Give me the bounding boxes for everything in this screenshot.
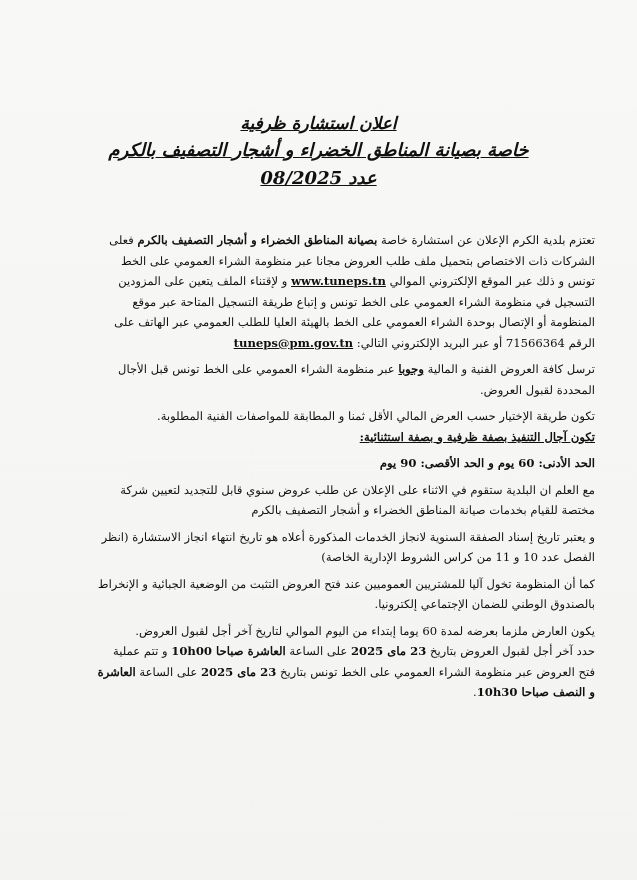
intro-text-d: أو عبر البريد الإلكتروني التالي: [353,335,506,350]
intro-text-b: فعلى الشركات ذات الاختصاص بتحميل ملف طلب العروض مجانا عبر منظومة الشراء العمومي على الخط تونس و ذلك عبر الموقع الإلكتروني الموالي [109,233,595,288]
paragraph-annual-tender: مع العلم ان البلدية ستقوم في الاثناء على الإعلان عن طلب عروض سنوي قابل للتجديد لتعيين شركة مختصة للقيام بخدمات صيانة المناطق الخضراء و أشجار التصفيف بالكرم [120,482,595,517]
opening-time-2: العاشرة و النصف صباحا 10h30 [97,664,595,699]
paragraph-deadlines-heading: تكون آجال التنفيذ بصفة ظرفية و بصفة استثنائية: [359,429,595,444]
phone-number: 71566364 [505,335,565,350]
paragraph-validity: يكون العارض ملزما بعرضه لمدة 60 يوما إبتداء من اليوم الموالي لتاريخ آخر أجل لقبول العروض. [135,623,595,638]
email-link[interactable]: tuneps@pm.gov.tn [233,335,354,350]
paragraph-submission [95,359,595,400]
deadline-date-1: 23 ماى 2025 [350,644,427,658]
title-line-3: عدد 08/2025 [260,168,377,189]
title-block [0,112,637,192]
paragraph-intro [95,230,595,353]
website-link[interactable]: www.tuneps.tn [291,274,386,288]
deadline-text-e: . [473,685,477,699]
deadline-text-c: و تتم عملية فتح العروض عبر منظومة الشراء العمومي على الخط تونس بتاريخ [113,644,595,679]
paragraph-min-max: الحد الأدنى: 60 يوم و الحد الأقصى: 90 يوم [379,456,595,470]
paragraph-award-date: و يعتبر تاريخ إسناد الصفقة السنوية لانجاز الخدمات المذكورة أعلاه هو تاريخ انتهاء انجاز الاستشارة (انظر الفصل عدد 10 و 11 من كراس الشروط الإدارية الخاصة) [101,529,595,564]
deadline-text-d: على الساعة [135,664,201,679]
intro-text-c: و لإقتناء الملف يتعين على المزودين التسجيل في منظومة الشراء العمومي على الخط تونس و إتباع طريقة التسجيل المتاحة عبر موقع المنظومة أو الإتصال بوحدة الشراء العمومي على الخط بالهيئة العليا للطلب العمومي عبر الهاتف على الرقم [114,274,595,350]
paragraph-deadline [95,641,595,703]
mandatory-word: وجوبا [398,362,424,376]
announcement-body [95,230,595,703]
title-line-1: اعلان استشارة ظرفية [240,114,397,134]
paragraph-verification: كما أن المنظومة تخول آليا للمشتريين العموميين عند فتح العروض التثبت من الوضعية الجبائية و الإنخراط بالصندوق الوطني للضمان الإجتماعي إلكترونيا. [97,576,595,611]
submission-text-b: عبر منظومة الشراء العمومي على الخط تونس قبل الأجال المحددة لقبول العروض. [118,362,595,397]
deadline-time-1: العاشرة صباحا 10h00 [171,644,286,658]
paragraph-selection: تكون طريقة الإختيار حسب العرض المالي الأقل ثمنا و المطابقة للمواصفات الفنية المطلوبة. [157,409,595,423]
title-line-2: خاصة بصيانة المناطق الخضراء و أشجار التصفيف بالكرم [108,140,529,161]
subject-bold: بصيانة المناطق الخضراء و أشجار التصفيف بالكرم [137,233,378,247]
deadline-text-a: حدد آخر أجل لقبول العروض بتاريخ [426,644,595,658]
intro-text-a: تعتزم بلدية الكرم الإعلان عن استشارة خاصة [377,233,595,247]
opening-date-2: 23 ماى 2025 [200,664,277,679]
submission-text-a: ترسل كافة العروض الفنية و المالية [423,362,595,376]
deadline-text-b: على الساعة [285,644,351,658]
